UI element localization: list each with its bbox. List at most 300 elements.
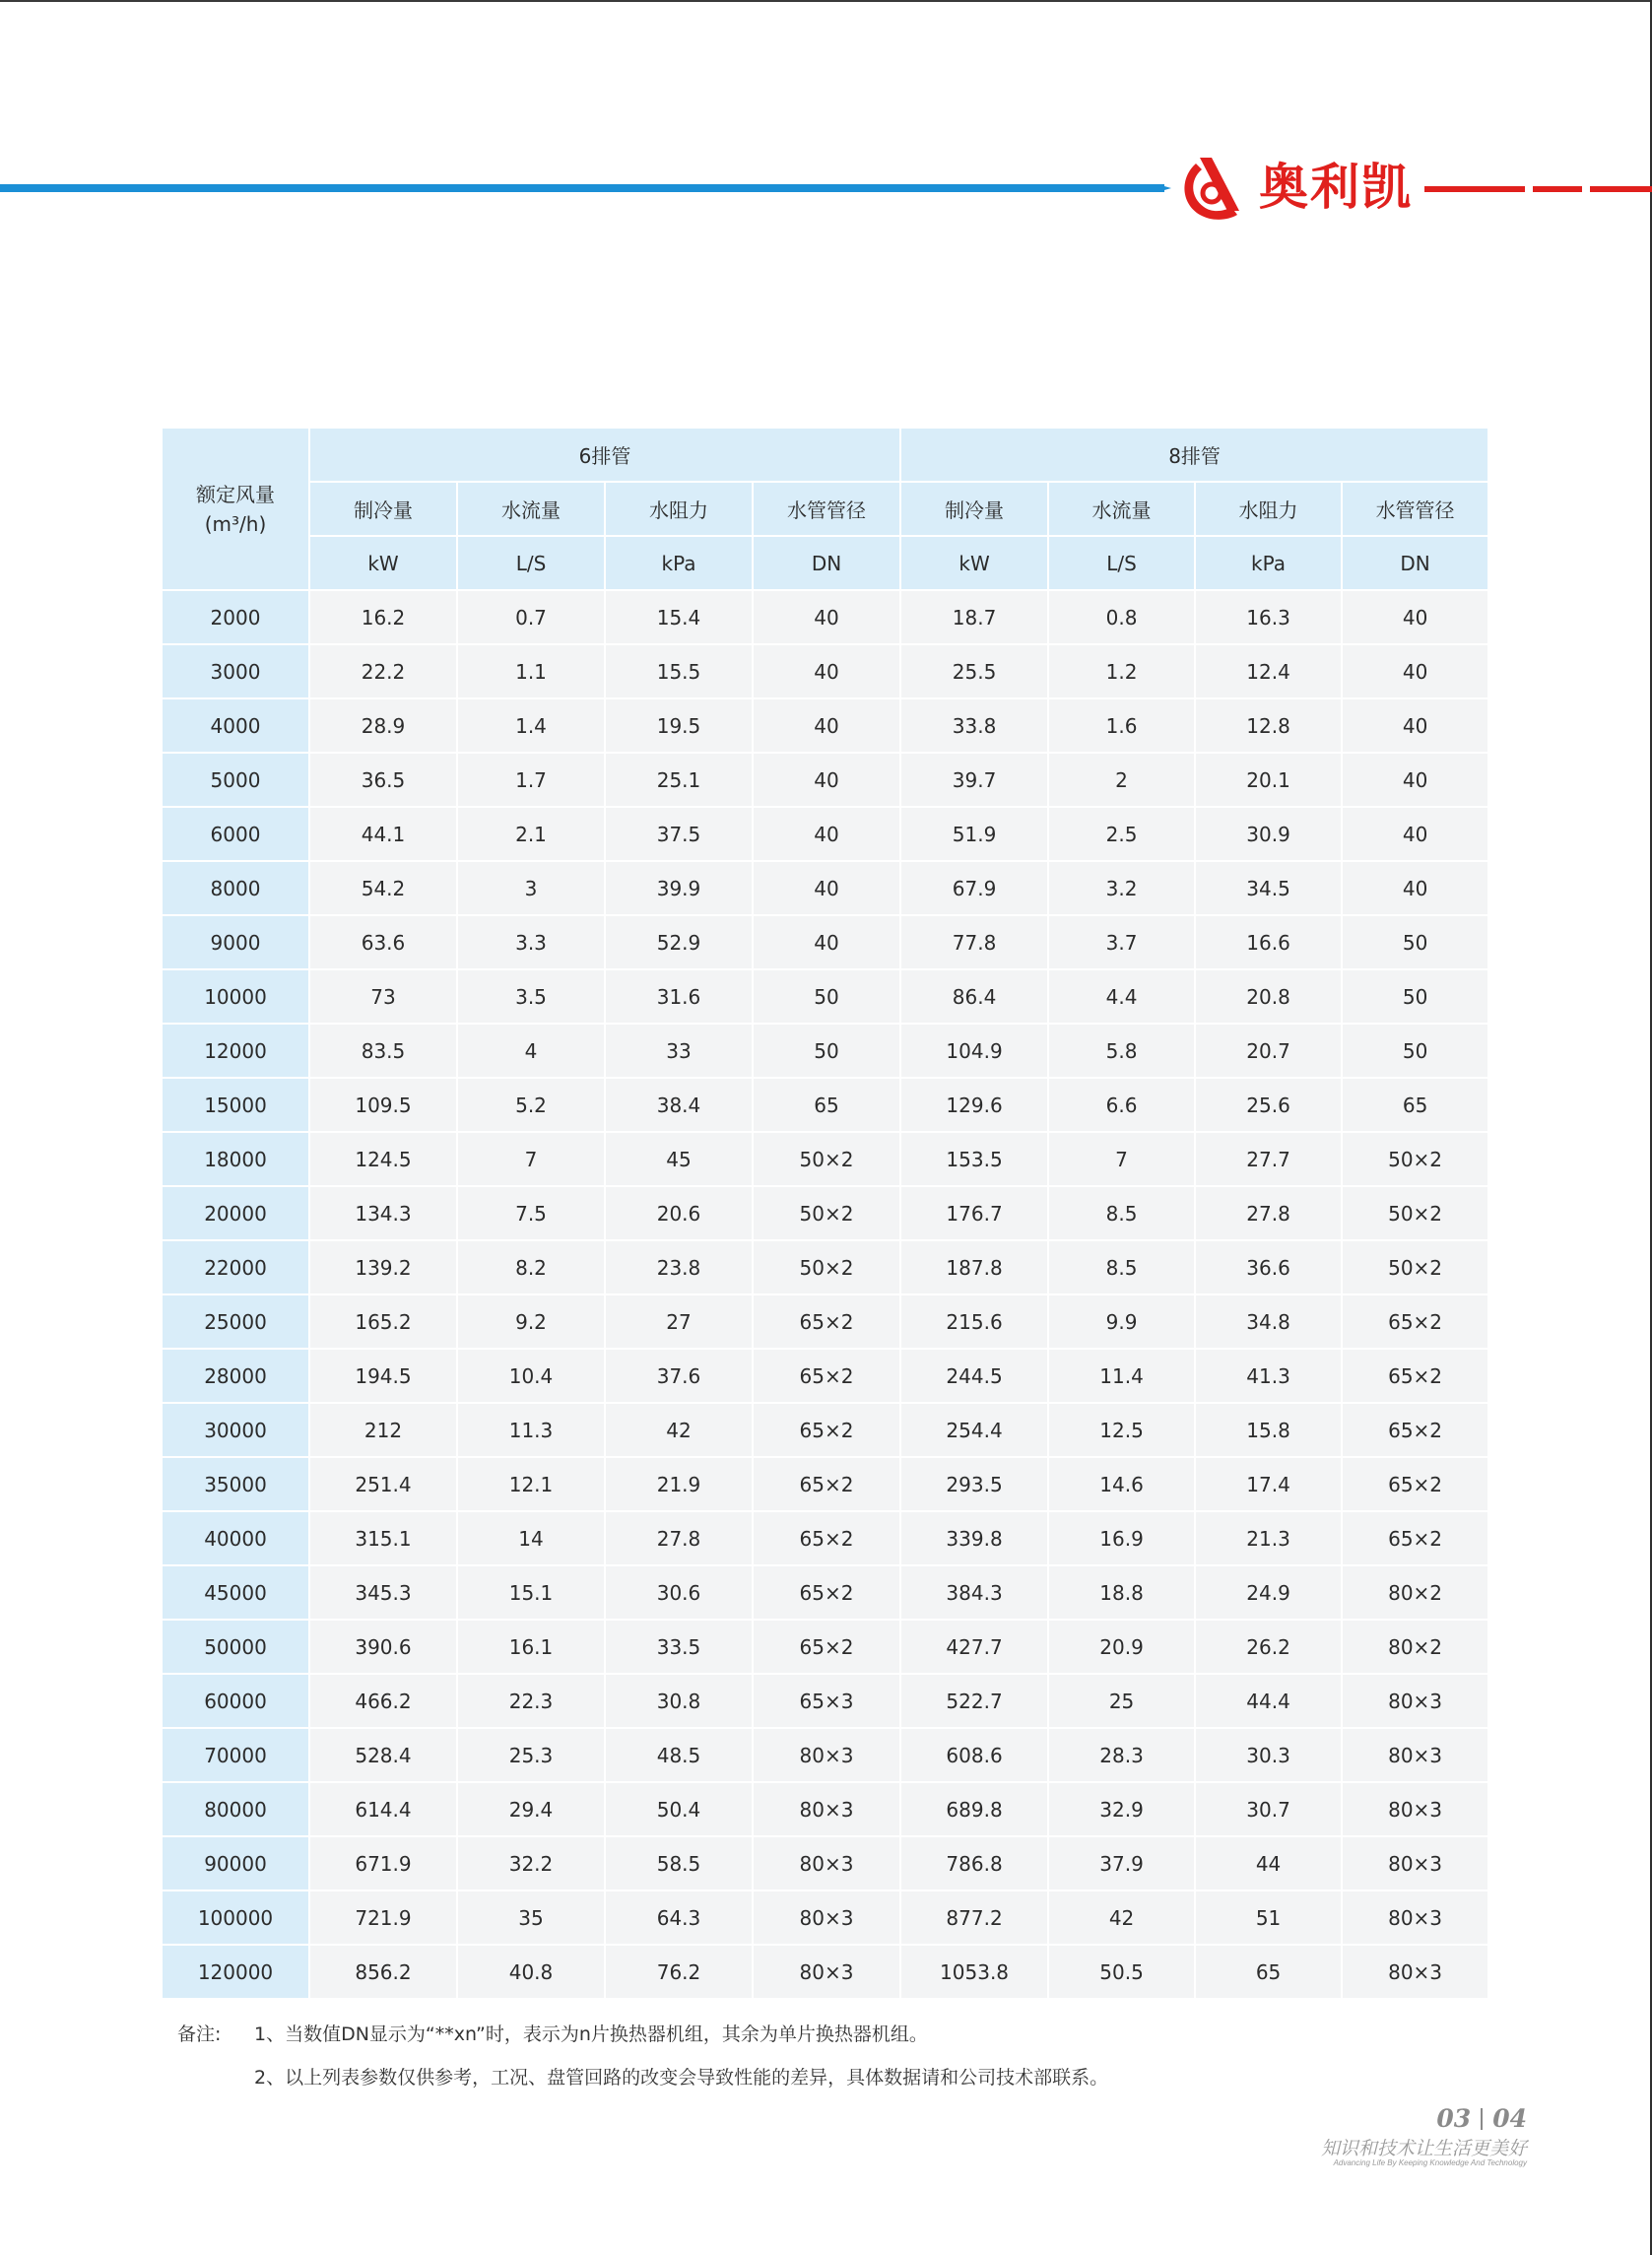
airflow-cell: 30000 (163, 1404, 310, 1458)
table-cell: 58.5 (606, 1837, 754, 1891)
table-cell: 54.2 (310, 862, 458, 916)
table-cell: 30.8 (606, 1675, 754, 1729)
table-cell: 20.9 (1049, 1621, 1196, 1675)
table-cell: 11.3 (458, 1404, 606, 1458)
table-cell: 36.6 (1196, 1241, 1343, 1295)
airflow-cell: 25000 (163, 1295, 310, 1350)
table-cell: 33 (606, 1025, 754, 1079)
column-name-header: 水管管径 (754, 483, 901, 537)
table-cell: 9.2 (458, 1295, 606, 1350)
column-name-header: 水流量 (458, 483, 606, 537)
table-cell: 9.9 (1049, 1295, 1196, 1350)
table-row (163, 645, 1489, 699)
table-cell: 50×2 (1343, 1133, 1489, 1187)
table-cell: 25.3 (458, 1729, 606, 1783)
table-cell: 80×3 (1343, 1783, 1489, 1837)
page-number (1399, 2104, 1527, 2133)
page-number-left: 03 (1436, 2104, 1472, 2133)
airflow-header-label: 额定风量 (196, 482, 275, 506)
table-cell: 139.2 (310, 1241, 458, 1295)
table-cell: 65×3 (754, 1675, 901, 1729)
airflow-cell: 90000 (163, 1837, 310, 1891)
table-cell: 12.4 (1196, 645, 1343, 699)
table-cell: 40 (1343, 862, 1489, 916)
table-cell: 67.9 (901, 862, 1049, 916)
table-cell: 40 (754, 754, 901, 808)
table-cell: 528.4 (310, 1729, 458, 1783)
header-red-segment (1424, 186, 1525, 192)
table-cell: 40 (1343, 591, 1489, 645)
table-cell: 32.2 (458, 1837, 606, 1891)
table-cell: 64.3 (606, 1891, 754, 1946)
table-cell: 721.9 (310, 1891, 458, 1946)
table-cell: 33.8 (901, 699, 1049, 754)
table-cell: 48.5 (606, 1729, 754, 1783)
table-cell: 30.6 (606, 1566, 754, 1621)
table-row (163, 1295, 1489, 1350)
table-cell: 80×3 (754, 1837, 901, 1891)
table-cell: 65×2 (754, 1512, 901, 1566)
table-cell: 4.4 (1049, 970, 1196, 1025)
table-cell: 80×3 (1343, 1675, 1489, 1729)
table-cell: 8.5 (1049, 1241, 1196, 1295)
table-cell: 77.8 (901, 916, 1049, 970)
table-cell: 37.9 (1049, 1837, 1196, 1891)
airflow-header-unit: (m³/h) (204, 511, 267, 536)
table-cell: 80×3 (754, 1783, 901, 1837)
table-cell: 33.5 (606, 1621, 754, 1675)
column-unit-row (163, 537, 1489, 591)
table-cell: 877.2 (901, 1891, 1049, 1946)
table-row (163, 591, 1489, 645)
table-cell: 31.6 (606, 970, 754, 1025)
table-cell: 212 (310, 1404, 458, 1458)
airflow-cell: 22000 (163, 1241, 310, 1295)
table-cell: 35 (458, 1891, 606, 1946)
table-cell: 76.2 (606, 1946, 754, 2000)
table-cell: 20.6 (606, 1187, 754, 1241)
table-cell: 522.7 (901, 1675, 1049, 1729)
table-cell: 65×2 (754, 1566, 901, 1621)
table-cell: 50×2 (1343, 1241, 1489, 1295)
table-cell: 215.6 (901, 1295, 1049, 1350)
table-cell: 50.5 (1049, 1946, 1196, 2000)
table-cell: 50×2 (754, 1133, 901, 1187)
table-cell: 0.7 (458, 591, 606, 645)
table-cell: 65 (754, 1079, 901, 1133)
table-cell: 3.2 (1049, 862, 1196, 916)
table-row (163, 1350, 1489, 1404)
column-unit-header: DN (1343, 537, 1489, 591)
spec-table (163, 429, 1489, 2000)
table-cell: 8.2 (458, 1241, 606, 1295)
table-row (163, 1458, 1489, 1512)
table-cell: 12.8 (1196, 699, 1343, 754)
column-name-header: 水阻力 (606, 483, 754, 537)
airflow-cell: 18000 (163, 1133, 310, 1187)
table-cell: 22.2 (310, 645, 458, 699)
table-cell: 345.3 (310, 1566, 458, 1621)
table-cell: 16.9 (1049, 1512, 1196, 1566)
table-cell: 20.8 (1196, 970, 1343, 1025)
table-cell: 2 (1049, 754, 1196, 808)
table-cell: 40 (1343, 808, 1489, 862)
table-cell: 244.5 (901, 1350, 1049, 1404)
table-cell: 14 (458, 1512, 606, 1566)
table-row (163, 916, 1489, 970)
table-cell: 39.7 (901, 754, 1049, 808)
brand-name: 奥利凯 (1259, 159, 1413, 216)
table-cell: 15.1 (458, 1566, 606, 1621)
table-cell: 427.7 (901, 1621, 1049, 1675)
table-body (163, 591, 1489, 2000)
table-cell: 80×3 (1343, 1946, 1489, 2000)
column-name-header: 水阻力 (1196, 483, 1343, 537)
table-cell: 80×3 (754, 1946, 901, 2000)
table-cell: 40 (1343, 699, 1489, 754)
table-cell: 1.4 (458, 699, 606, 754)
table-cell: 40 (1343, 754, 1489, 808)
table-cell: 0.8 (1049, 591, 1196, 645)
table-cell: 40 (754, 862, 901, 916)
table-cell: 65×2 (1343, 1295, 1489, 1350)
table-cell: 65 (1343, 1079, 1489, 1133)
table-row (163, 1837, 1489, 1891)
table-row (163, 1621, 1489, 1675)
table-cell: 50 (754, 970, 901, 1025)
table-cell: 44 (1196, 1837, 1343, 1891)
table-cell: 2.1 (458, 808, 606, 862)
table-cell: 34.5 (1196, 862, 1343, 916)
table-cell: 20.7 (1196, 1025, 1343, 1079)
table-cell: 856.2 (310, 1946, 458, 2000)
table-cell: 21.9 (606, 1458, 754, 1512)
table-cell: 16.6 (1196, 916, 1343, 970)
table-cell: 14.6 (1049, 1458, 1196, 1512)
table-cell: 65×2 (1343, 1512, 1489, 1566)
table-cell: 28.9 (310, 699, 458, 754)
slogan: 知识和技术让生活更美好 (1320, 2138, 1527, 2159)
airflow-cell: 8000 (163, 862, 310, 916)
table-cell: 4 (458, 1025, 606, 1079)
table-cell: 6.6 (1049, 1079, 1196, 1133)
table-cell: 15.4 (606, 591, 754, 645)
table-cell: 40 (754, 591, 901, 645)
table-cell: 16.1 (458, 1621, 606, 1675)
table-cell: 52.9 (606, 916, 754, 970)
table-cell: 24.9 (1196, 1566, 1343, 1621)
table-cell: 34.8 (1196, 1295, 1343, 1350)
table-cell: 51 (1196, 1891, 1343, 1946)
airflow-cell: 120000 (163, 1946, 310, 2000)
column-unit-header: L/S (1049, 537, 1196, 591)
table-row (163, 1025, 1489, 1079)
table-cell: 5.8 (1049, 1025, 1196, 1079)
table-cell: 44.1 (310, 808, 458, 862)
table-cell: 12.5 (1049, 1404, 1196, 1458)
airflow-cell: 80000 (163, 1783, 310, 1837)
column-name-header: 制冷量 (901, 483, 1049, 537)
table-cell: 50 (754, 1025, 901, 1079)
table-cell: 689.8 (901, 1783, 1049, 1837)
table-cell: 50 (1343, 1025, 1489, 1079)
table-cell: 40 (1343, 645, 1489, 699)
table-row (163, 970, 1489, 1025)
table-cell: 187.8 (901, 1241, 1049, 1295)
table-cell: 25.1 (606, 754, 754, 808)
table-cell: 3.5 (458, 970, 606, 1025)
table-cell: 63.6 (310, 916, 458, 970)
column-unit-header: kW (310, 537, 458, 591)
group-header-6-row: 6排管 (310, 429, 901, 483)
table-row (163, 699, 1489, 754)
table-row (163, 808, 1489, 862)
table-cell: 8.5 (1049, 1187, 1196, 1241)
table-cell: 28.3 (1049, 1729, 1196, 1783)
table-cell: 65×2 (1343, 1458, 1489, 1512)
page-number-separator (1481, 2108, 1483, 2130)
column-name-row (163, 483, 1489, 537)
slogan-english: Advancing Life By Keeping Knowledge And Technology (1333, 2158, 1527, 2167)
table-cell: 176.7 (901, 1187, 1049, 1241)
table-cell: 786.8 (901, 1837, 1049, 1891)
airflow-cell: 100000 (163, 1891, 310, 1946)
table-cell: 50×2 (754, 1241, 901, 1295)
table-row (163, 1675, 1489, 1729)
table-cell: 25.5 (901, 645, 1049, 699)
table-cell: 65 (1196, 1946, 1343, 2000)
table-cell: 614.4 (310, 1783, 458, 1837)
table-cell: 254.4 (901, 1404, 1049, 1458)
table-cell: 315.1 (310, 1512, 458, 1566)
table-cell: 1.7 (458, 754, 606, 808)
table-cell: 40 (754, 645, 901, 699)
column-name-header: 水流量 (1049, 483, 1196, 537)
table-cell: 16.2 (310, 591, 458, 645)
table-cell: 65×2 (754, 1458, 901, 1512)
table-cell: 40.8 (458, 1946, 606, 2000)
airflow-cell: 4000 (163, 699, 310, 754)
table-cell: 18.7 (901, 591, 1049, 645)
table-cell: 7.5 (458, 1187, 606, 1241)
table-cell: 29.4 (458, 1783, 606, 1837)
table-row (163, 1133, 1489, 1187)
column-unit-header: kPa (606, 537, 754, 591)
table-cell: 1.6 (1049, 699, 1196, 754)
table-cell: 129.6 (901, 1079, 1049, 1133)
table-cell: 65×2 (754, 1295, 901, 1350)
airflow-cell: 45000 (163, 1566, 310, 1621)
table-cell: 44.4 (1196, 1675, 1343, 1729)
table-cell: 153.5 (901, 1133, 1049, 1187)
table-cell: 390.6 (310, 1621, 458, 1675)
table-cell: 50×2 (1343, 1187, 1489, 1241)
table-cell: 80×3 (754, 1891, 901, 1946)
table-row (163, 1241, 1489, 1295)
table-cell: 38.4 (606, 1079, 754, 1133)
airflow-cell: 20000 (163, 1187, 310, 1241)
table-cell: 339.8 (901, 1512, 1049, 1566)
table-cell: 251.4 (310, 1458, 458, 1512)
column-unit-header: kW (901, 537, 1049, 591)
table-cell: 30.3 (1196, 1729, 1343, 1783)
table-cell: 5.2 (458, 1079, 606, 1133)
airflow-cell: 10000 (163, 970, 310, 1025)
table-cell: 40 (754, 699, 901, 754)
table-row (163, 862, 1489, 916)
table-cell: 65×2 (1343, 1404, 1489, 1458)
table-cell: 1053.8 (901, 1946, 1049, 2000)
table-cell: 45 (606, 1133, 754, 1187)
column-unit-header: kPa (1196, 537, 1343, 591)
airflow-cell: 6000 (163, 808, 310, 862)
table-row (163, 1512, 1489, 1566)
table-row (163, 1946, 1489, 2000)
table-cell: 194.5 (310, 1350, 458, 1404)
note-line: 1、当数值DN显示为“**xn”时，表示为n片换热器机组，其余为单片换热器机组。 (254, 2023, 928, 2045)
table-cell: 17.4 (1196, 1458, 1343, 1512)
airflow-cell: 50000 (163, 1621, 310, 1675)
note-line: 2、以上列表参数仅供参考，工况、盘管回路的改变会导致性能的差异，具体数据请和公司技术部联系。 (254, 2067, 1109, 2089)
table-row (163, 1404, 1489, 1458)
table-cell: 65×2 (754, 1350, 901, 1404)
airflow-cell: 9000 (163, 916, 310, 970)
table-cell: 11.4 (1049, 1350, 1196, 1404)
table-cell: 26.2 (1196, 1621, 1343, 1675)
table-cell: 40 (754, 916, 901, 970)
table-cell: 3.7 (1049, 916, 1196, 970)
table-cell: 80×3 (1343, 1837, 1489, 1891)
table-cell: 30.9 (1196, 808, 1343, 862)
table-cell: 25 (1049, 1675, 1196, 1729)
table-cell: 466.2 (310, 1675, 458, 1729)
table-cell: 7 (1049, 1133, 1196, 1187)
table-cell: 608.6 (901, 1729, 1049, 1783)
column-name-header: 制冷量 (310, 483, 458, 537)
table-cell: 80×3 (1343, 1891, 1489, 1946)
table-cell: 25.6 (1196, 1079, 1343, 1133)
table-cell: 65×2 (754, 1621, 901, 1675)
table-cell: 50.4 (606, 1783, 754, 1837)
table-cell: 50 (1343, 916, 1489, 970)
airflow-header (163, 429, 310, 591)
table-cell: 1.2 (1049, 645, 1196, 699)
table-cell: 36.5 (310, 754, 458, 808)
table-cell: 104.9 (901, 1025, 1049, 1079)
table-cell: 80×2 (1343, 1566, 1489, 1621)
column-name-header: 水管管径 (1343, 483, 1489, 537)
table-row (163, 1729, 1489, 1783)
table-cell: 27 (606, 1295, 754, 1350)
table-cell: 51.9 (901, 808, 1049, 862)
column-unit-header: L/S (458, 537, 606, 591)
airflow-cell: 15000 (163, 1079, 310, 1133)
table-row (163, 1783, 1489, 1837)
table-cell: 22.3 (458, 1675, 606, 1729)
notes-label: 备注: (177, 2023, 222, 2045)
header-blue-line-tip (1157, 184, 1171, 192)
airflow-cell: 40000 (163, 1512, 310, 1566)
table-cell: 3 (458, 862, 606, 916)
header-blue-line (0, 184, 1164, 192)
table-cell: 27.8 (1196, 1187, 1343, 1241)
table-cell: 1.1 (458, 645, 606, 699)
column-unit-header: DN (754, 537, 901, 591)
airflow-cell: 70000 (163, 1729, 310, 1783)
airflow-cell: 3000 (163, 645, 310, 699)
table-cell: 37.5 (606, 808, 754, 862)
airflow-cell: 5000 (163, 754, 310, 808)
table-cell: 27.7 (1196, 1133, 1343, 1187)
table-row (163, 1187, 1489, 1241)
table-cell: 80×3 (1343, 1729, 1489, 1783)
table-cell: 50×2 (754, 1187, 901, 1241)
brand-logo-icon (1178, 150, 1247, 225)
table-cell: 40 (754, 808, 901, 862)
table-cell: 134.3 (310, 1187, 458, 1241)
table-cell: 109.5 (310, 1079, 458, 1133)
table-cell: 2.5 (1049, 808, 1196, 862)
table-cell: 37.6 (606, 1350, 754, 1404)
table-cell: 30.7 (1196, 1783, 1343, 1837)
table-cell: 65×2 (754, 1404, 901, 1458)
group-header-8-row: 8排管 (901, 429, 1489, 483)
table-row (163, 1079, 1489, 1133)
table-cell: 3.3 (458, 916, 606, 970)
airflow-cell: 2000 (163, 591, 310, 645)
table-row (163, 1566, 1489, 1621)
table-cell: 20.1 (1196, 754, 1343, 808)
table-cell: 83.5 (310, 1025, 458, 1079)
table-cell: 65×2 (1343, 1350, 1489, 1404)
table-row (163, 754, 1489, 808)
table-cell: 15.8 (1196, 1404, 1343, 1458)
table-cell: 32.9 (1049, 1783, 1196, 1837)
table-cell: 42 (1049, 1891, 1196, 1946)
table-cell: 293.5 (901, 1458, 1049, 1512)
table-cell: 41.3 (1196, 1350, 1343, 1404)
airflow-cell: 12000 (163, 1025, 310, 1079)
page-number-right: 04 (1492, 2104, 1527, 2133)
table-cell: 16.3 (1196, 591, 1343, 645)
table-cell: 27.8 (606, 1512, 754, 1566)
table-cell: 165.2 (310, 1295, 458, 1350)
table-cell: 80×3 (754, 1729, 901, 1783)
table-cell: 50 (1343, 970, 1489, 1025)
table-cell: 23.8 (606, 1241, 754, 1295)
airflow-cell: 28000 (163, 1350, 310, 1404)
header-red-segment (1590, 186, 1652, 192)
top-border (0, 0, 1652, 2)
table-cell: 18.8 (1049, 1566, 1196, 1621)
table-cell: 15.5 (606, 645, 754, 699)
table-cell: 671.9 (310, 1837, 458, 1891)
airflow-cell: 60000 (163, 1675, 310, 1729)
table-cell: 21.3 (1196, 1512, 1343, 1566)
table-cell: 10.4 (458, 1350, 606, 1404)
table-cell: 12.1 (458, 1458, 606, 1512)
header-red-segment (1533, 186, 1582, 192)
table-cell: 19.5 (606, 699, 754, 754)
table-cell: 80×2 (1343, 1621, 1489, 1675)
table-header (163, 429, 1489, 591)
table-cell: 86.4 (901, 970, 1049, 1025)
table-cell: 384.3 (901, 1566, 1049, 1621)
airflow-cell: 35000 (163, 1458, 310, 1512)
table-cell: 7 (458, 1133, 606, 1187)
table-row (163, 1891, 1489, 1946)
table-cell: 73 (310, 970, 458, 1025)
